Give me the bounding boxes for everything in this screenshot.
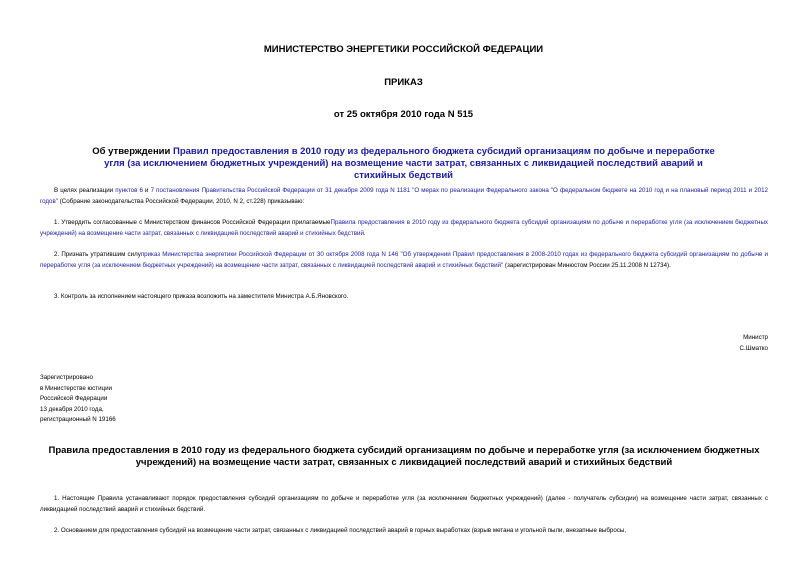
- registration-block: [40, 373, 116, 426]
- signature-role: Министр: [743, 334, 768, 341]
- link-point-7[interactable]: 7: [150, 187, 155, 194]
- ministry-heading: МИНИСТЕРСТВО ЭНЕРГЕТИКИ РОССИЙСКОЙ ФЕДЕРАЦИИ: [263, 44, 544, 55]
- registration-line-4: 13 декабря 2010 года,: [40, 405, 104, 413]
- item-1-paragraph: [40, 218, 768, 239]
- item-2-end: (зарегистрирован Минюстом России 25.11.2008 N 12734).: [503, 261, 671, 269]
- item-1-text: 1. Утвердить согласованные с Министерством финансов Российской Федерации прилагаемые: [54, 219, 331, 226]
- rules-title: Правила предоставления в 2010 году из федерального бюджета субсидий организациям по добыче и переработке угля (за исключением бюджетных учреждений) на возмещение части затрат, связанных с ликвидацией последствий аварий и стихийных бедствий: [48, 445, 760, 468]
- registration-line-5: регистрационный N 19166: [40, 416, 116, 423]
- signature-block: [740, 333, 768, 354]
- rules-paragraph-1: 1. Настоящие Правила устанавливают порядок предоставления субсидий организациям по добыче и переработке угля (за исключением бюджетных учреждений) (далее - получатель субсидии) на возмещение части затрат, связанных с ликвидацией последствий аварий и стихийных бедствий.: [40, 495, 768, 513]
- order-title: [90, 146, 717, 182]
- order-heading: ПРИКАЗ: [384, 77, 423, 88]
- link-approved-rules[interactable]: Правила предоставления в 2010 году из федерального бюджета субсидий организациям по добыче и переработке угля (за исключением бюджетных учреждений) на возмещение части затрат, связанных с ликвидацией последствий аварий и стихийных бедствий: [40, 219, 769, 237]
- link-order-146[interactable]: приказ Министерства энергетики Российской Федерации от 30 октября 2008 года N 146 "Об утверждении Правил предоставления в 2008-2010 годах из федерального бюджета субсидий организациям по добыче и переработке угля (за исключением бюджетных учреждений) на возмещение части затрат, связанных с ликвидацией последствий аварий и стихийных бедствий": [40, 251, 768, 269]
- registration-line-2: в Министерстве юстиции: [40, 384, 113, 392]
- item-1-end: .: [363, 229, 366, 237]
- signature-name: С.Шматко: [739, 344, 768, 352]
- order-title-prefix: Об утверждении: [92, 146, 173, 157]
- rules-title-link[interactable]: Правил предоставления в 2010 году из федерального бюджета субсидий организациям по добыче и переработке угля (за исключением бюджетных учреждений) на возмещение части затрат, связанных с ликвидацией последствий аварий и стихийных бедствий: [104, 146, 715, 181]
- registration-line-1: Зарегистрировано: [40, 374, 93, 381]
- intro-text-4: (Собрание законодательства Российской Федерации, 2010, N 2, ст.228) приказываю:: [57, 197, 305, 205]
- order-date: от 25 октября 2010 года N 515: [333, 109, 474, 120]
- item-3-paragraph: 3. Контроль за исполнением настоящего приказа возложить на заместителя Министра А.Б.Яновского.: [54, 293, 349, 300]
- intro-text-1: В целях реализации: [54, 187, 116, 194]
- item-2-text: 2. Признать утратившим силу: [54, 251, 141, 258]
- item-2-paragraph: [40, 250, 768, 271]
- link-government-resolution[interactable]: постановления Правительства Российской Федерации от 31 декабря 2009 года N 1181 "О мерах по реализации Федерального закона "О федеральном бюджете на 2010 год и на плановый период 2011 и 2012 годов": [40, 187, 768, 205]
- rules-paragraph-2: 2. Основанием для предоставления субсидий на возмещение части затрат, связанных с ликвидацией последствий аварий в горных выработках (взрыв метана и угольной пыли, внезапные выбросы,: [54, 527, 627, 534]
- intro-text-2: и: [142, 187, 151, 194]
- link-point-6[interactable]: пунктов 6: [115, 187, 143, 194]
- registration-line-3: Российской Федерации: [40, 395, 108, 402]
- intro-paragraph: [40, 186, 768, 207]
